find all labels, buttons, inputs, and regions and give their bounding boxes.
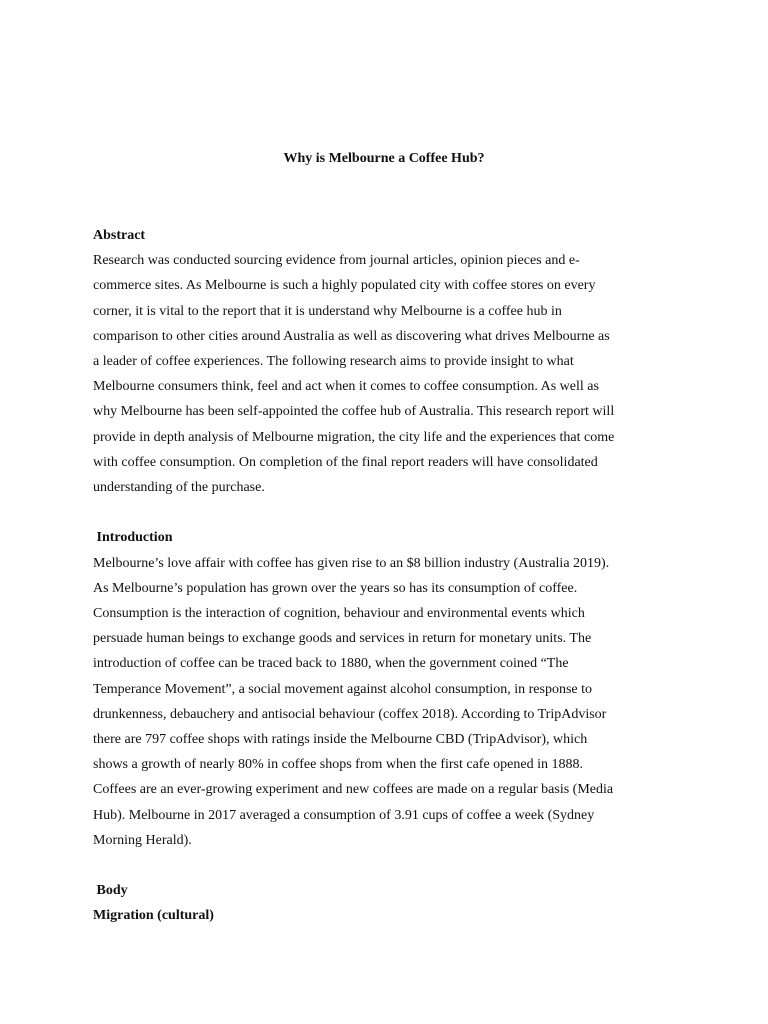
text-line: Melbourne’s love affair with coffee has given rise to an $8 billion industry (Australia 2019). bbox=[93, 555, 610, 571]
introduction-heading: Introduction bbox=[93, 530, 173, 546]
text-line: persuade human beings to exchange goods and services in return for monetary units. The bbox=[93, 631, 592, 647]
text-line: commerce sites. As Melbourne is such a highly populated city with coffee stores on every bbox=[93, 278, 596, 294]
text-line: Melbourne consumers think, feel and act when it comes to coffee consumption. As well as bbox=[93, 379, 599, 395]
paragraph-spacer bbox=[93, 853, 683, 878]
text-line: a leader of coffee experiences. The following research aims to provide insight to what bbox=[93, 354, 574, 370]
text-line: Coffees are an ever-growing experiment and new coffees are made on a regular basis (Media bbox=[93, 782, 614, 798]
text-line: Temperance Movement”, a social movement against alcohol consumption, in response to bbox=[93, 681, 592, 697]
text-line: shows a growth of nearly 80% in coffee shops from when the first cafe opened in 1888. bbox=[93, 757, 583, 773]
body-heading: Body bbox=[93, 883, 128, 899]
introduction-section bbox=[93, 525, 683, 853]
text-line: Morning Herald). bbox=[93, 832, 192, 848]
migration-subheading: Migration (cultural) bbox=[93, 908, 214, 924]
paragraph-spacer bbox=[93, 500, 683, 525]
abstract-paragraph bbox=[93, 248, 683, 500]
text-line: introduction of coffee can be traced back to 1880, when the government coined “The bbox=[93, 656, 569, 672]
text-line: Hub). Melbourne in 2017 averaged a consumption of 3.91 cups of coffee a week (Sydney bbox=[93, 807, 595, 823]
body-section bbox=[93, 878, 683, 928]
text-line: with coffee consumption. On completion of the final report readers will have consolidated bbox=[93, 454, 598, 470]
text-line: Consumption is the interaction of cognition, behaviour and environmental events which bbox=[93, 606, 585, 622]
text-line: why Melbourne has been self-appointed the coffee hub of Australia. This research report will bbox=[93, 404, 615, 420]
introduction-paragraph bbox=[93, 551, 683, 853]
abstract-heading: Abstract bbox=[93, 228, 146, 243]
text-line: comparison to other cities around Australia as well as discovering what drives Melbourne as bbox=[93, 328, 610, 344]
document-title: Why is Melbourne a Coffee Hub? bbox=[283, 151, 485, 166]
text-line: drunkenness, debauchery and antisocial behaviour (coffex 2018). According to TripAdvisor bbox=[93, 706, 607, 722]
document-content bbox=[93, 223, 683, 929]
text-line: provide in depth analysis of Melbourne migration, the city life and the experiences that come bbox=[93, 429, 615, 445]
text-line: corner, it is vital to the report that it is understand why Melbourne is a coffee hub in bbox=[93, 303, 562, 319]
abstract-section bbox=[93, 223, 683, 500]
text-line: As Melbourne’s population has grown over the years so has its consumption of coffee. bbox=[93, 580, 578, 596]
text-line: Research was conducted sourcing evidence from journal articles, opinion pieces and e- bbox=[93, 253, 580, 269]
text-line: there are 797 coffee shops with ratings inside the Melbourne CBD (TripAdvisor), which bbox=[93, 732, 588, 748]
text-line: understanding of the purchase. bbox=[93, 480, 265, 496]
